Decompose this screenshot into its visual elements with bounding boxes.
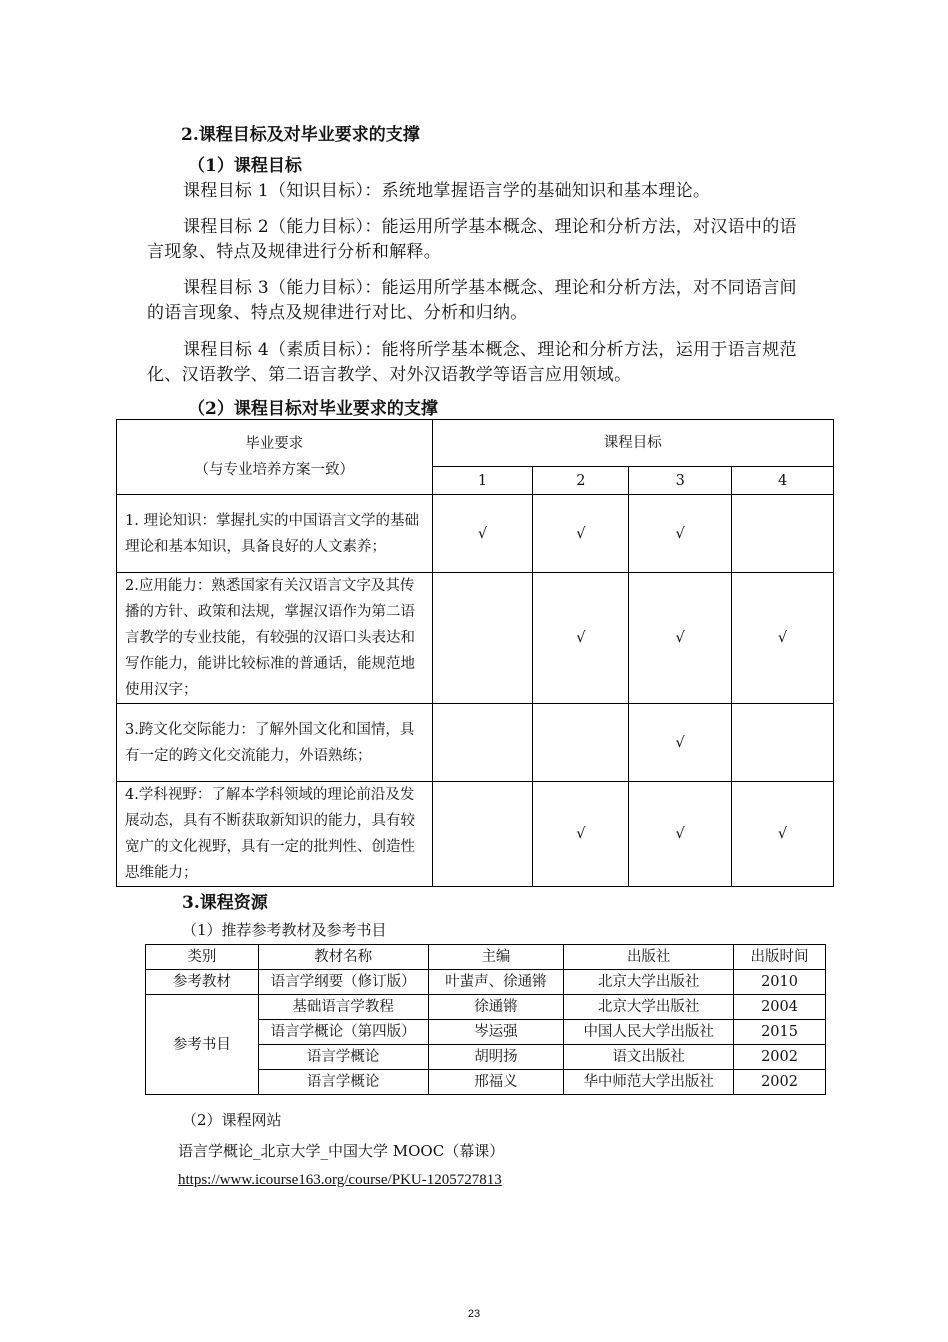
requirement-cell: 4.学科视野：了解本学科领域的理论前沿及发展动态，具有不断获取新知识的能力，具有较宽广的文化视野，具有一定的批判性、创造性思维能力； xyxy=(117,782,433,887)
column-header: 教材名称 xyxy=(258,945,428,970)
book-year: 2004 xyxy=(734,995,826,1020)
goal-header: 课程目标 xyxy=(432,420,833,467)
check-mark: √ xyxy=(533,782,629,887)
table-row xyxy=(117,782,834,887)
check-mark: √ xyxy=(629,704,732,782)
goal-paragraph-4: 课程目标 4（素质目标）：能将所学基本概念、理论和分析方法，运用于语言规范化、汉语教学、第二语言教学、对外汉语教学等语言应用领域。 xyxy=(147,340,797,385)
book-year: 2010 xyxy=(734,970,826,995)
goal-support-matrix xyxy=(116,419,834,887)
goal-col-header: 4 xyxy=(732,467,834,495)
course-site-link[interactable]: https://www.icourse163.org/course/PKU-1205727813 xyxy=(178,1172,502,1188)
book-editor: 叶蜚声、徐通锵 xyxy=(428,970,564,995)
check-mark xyxy=(432,704,533,782)
check-mark: √ xyxy=(629,495,732,573)
category-cell: 参考教材 xyxy=(146,970,259,995)
requirement-cell: 3.跨文化交际能力：了解外国文化和国情，具有一定的跨文化交流能力，外语熟练； xyxy=(117,704,433,782)
book-publisher: 中国人民大学出版社 xyxy=(564,1020,734,1045)
check-mark xyxy=(432,782,533,887)
book-publisher: 华中师范大学出版社 xyxy=(564,1070,734,1095)
requirement-cell: 1. 理论知识：掌握扎实的中国语言文学的基础理论和基本知识，具备良好的人文素养； xyxy=(117,495,433,573)
check-mark xyxy=(432,573,533,704)
category-cell: 参考书目 xyxy=(146,995,259,1095)
book-editor: 徐通锵 xyxy=(428,995,564,1020)
book-title: 语言学纲要（修订版） xyxy=(258,970,428,995)
section-heading-resources: 3.课程资源 xyxy=(182,893,268,913)
column-header: 主编 xyxy=(428,945,564,970)
req-header-title: 毕业要求 xyxy=(245,436,304,452)
goal-paragraph-2: 课程目标 2（能力目标）：能运用所学基本概念、理论和分析方法，对汉语中的语言现象、特点及规律进行分析和解释。 xyxy=(147,217,797,262)
table-row xyxy=(146,995,826,1020)
check-mark: √ xyxy=(533,573,629,704)
column-header: 类别 xyxy=(146,945,259,970)
reference-books-table xyxy=(145,944,826,1095)
table-header-row xyxy=(146,945,826,970)
requirement-cell: 2.应用能力：熟悉国家有关汉语言文字及其传播的方针、政策和法规，掌握汉语作为第二语言教学的专业技能，有较强的汉语口头表达和写作能力，能讲比较标准的普通话，能规范地使用汉字； xyxy=(117,573,433,704)
book-year: 2002 xyxy=(734,1045,826,1070)
book-editor: 岑运强 xyxy=(428,1020,564,1045)
book-editor: 胡明扬 xyxy=(428,1045,564,1070)
check-mark xyxy=(533,704,629,782)
goal-col-header: 1 xyxy=(432,467,533,495)
goal-col-header: 3 xyxy=(629,467,732,495)
book-title: 基础语言学教程 xyxy=(258,995,428,1020)
goal-col-header: 2 xyxy=(533,467,629,495)
subheading-course-website: （2）课程网站 xyxy=(182,1111,282,1129)
table-row xyxy=(146,970,826,995)
check-mark: √ xyxy=(629,573,732,704)
book-editor: 邢福义 xyxy=(428,1070,564,1095)
section-heading-course-goals: 2.课程目标及对毕业要求的支撑 xyxy=(181,125,420,145)
req-header-note: （与专业培养方案一致） xyxy=(194,462,355,478)
check-mark: √ xyxy=(732,573,834,704)
check-mark xyxy=(732,495,834,573)
table-row xyxy=(117,495,834,573)
book-publisher: 北京大学出版社 xyxy=(564,970,734,995)
book-publisher: 北京大学出版社 xyxy=(564,995,734,1020)
book-title: 语言学概论（第四版） xyxy=(258,1020,428,1045)
check-mark: √ xyxy=(533,495,629,573)
check-mark: √ xyxy=(432,495,533,573)
book-year: 2015 xyxy=(734,1020,826,1045)
check-mark xyxy=(732,704,834,782)
table-row xyxy=(117,573,834,704)
page-number: 23 xyxy=(467,1308,481,1320)
subheading-goal-support: （2）课程目标对毕业要求的支撑 xyxy=(188,399,438,419)
subheading-course-goals: （1）课程目标 xyxy=(188,156,302,176)
book-title: 语言学概论 xyxy=(258,1045,428,1070)
subheading-references: （1）推荐参考教材及参考书目 xyxy=(182,921,387,939)
goal-paragraph-3: 课程目标 3（能力目标）：能运用所学基本概念、理论和分析方法，对不同语言间的语言现象、特点及规律进行对比、分析和归纳。 xyxy=(147,278,797,323)
column-header: 出版社 xyxy=(564,945,734,970)
book-publisher: 语文出版社 xyxy=(564,1045,734,1070)
book-year: 2002 xyxy=(734,1070,826,1095)
goal-paragraph-1: 课程目标 1（知识目标）：系统地掌握语言学的基础知识和基本理论。 xyxy=(183,181,711,201)
course-site-name: 语言学概论_北京大学_中国大学 MOOC（幕课） xyxy=(178,1142,505,1160)
check-mark: √ xyxy=(629,782,732,887)
table-row xyxy=(117,704,834,782)
column-header: 出版时间 xyxy=(734,945,826,970)
check-mark: √ xyxy=(732,782,834,887)
req-header xyxy=(117,420,433,495)
book-title: 语言学概论 xyxy=(258,1070,428,1095)
